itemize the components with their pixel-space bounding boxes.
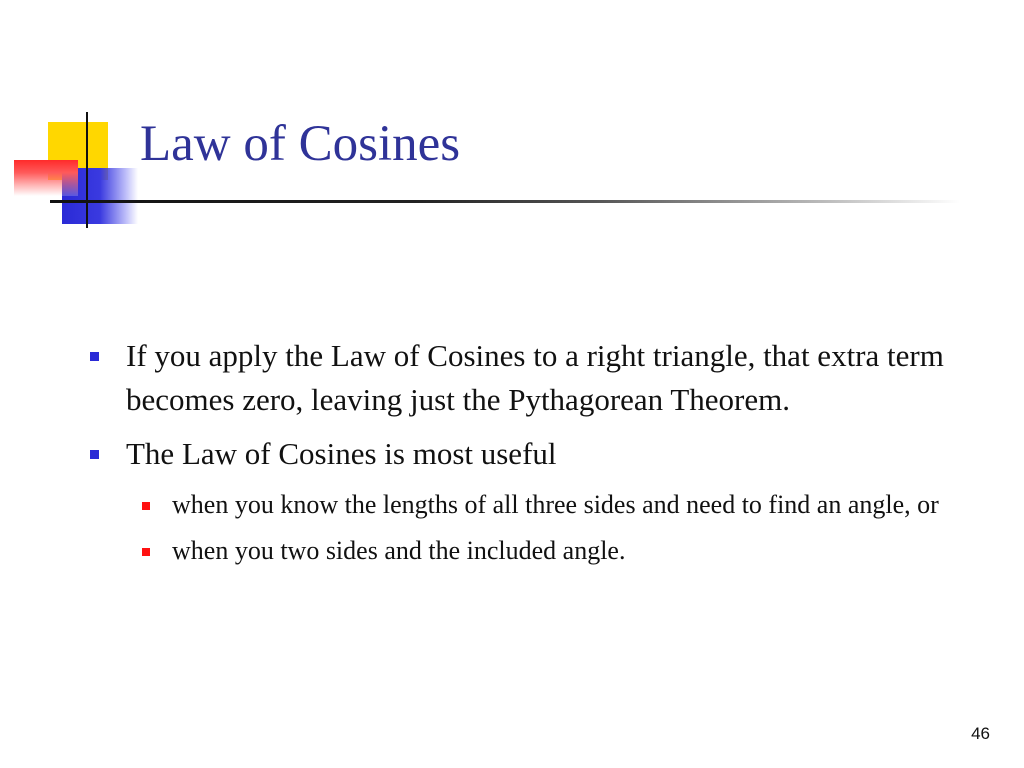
bullet-item bbox=[88, 334, 968, 422]
slide-title: Law of Cosines bbox=[140, 116, 461, 172]
sub-bullet-item bbox=[134, 486, 968, 524]
logo-vertical-line bbox=[86, 112, 88, 228]
blue-square-bullet-icon bbox=[90, 352, 99, 361]
logo-red-square bbox=[14, 160, 78, 196]
bullet-item bbox=[88, 432, 968, 476]
decorative-logo-icon bbox=[0, 0, 160, 240]
slide-content bbox=[88, 334, 968, 578]
title-underline bbox=[50, 200, 960, 203]
bullet-text: If you apply the Law of Cosines to a right triangle, that extra term becomes zero, leaving just the Pythagorean Theorem. bbox=[126, 338, 944, 417]
sub-bullet-item bbox=[134, 532, 968, 570]
page-number: 46 bbox=[971, 724, 990, 743]
sub-bullet-list bbox=[88, 486, 968, 570]
red-square-bullet-icon bbox=[142, 548, 150, 556]
bullet-text: The Law of Cosines is most useful bbox=[126, 436, 557, 471]
red-square-bullet-icon bbox=[142, 502, 150, 510]
sub-bullet-text: when you know the lengths of all three sides and need to find an angle, or bbox=[172, 490, 939, 519]
sub-bullet-text: when you two sides and the included angle. bbox=[172, 536, 626, 565]
blue-square-bullet-icon bbox=[90, 450, 99, 459]
